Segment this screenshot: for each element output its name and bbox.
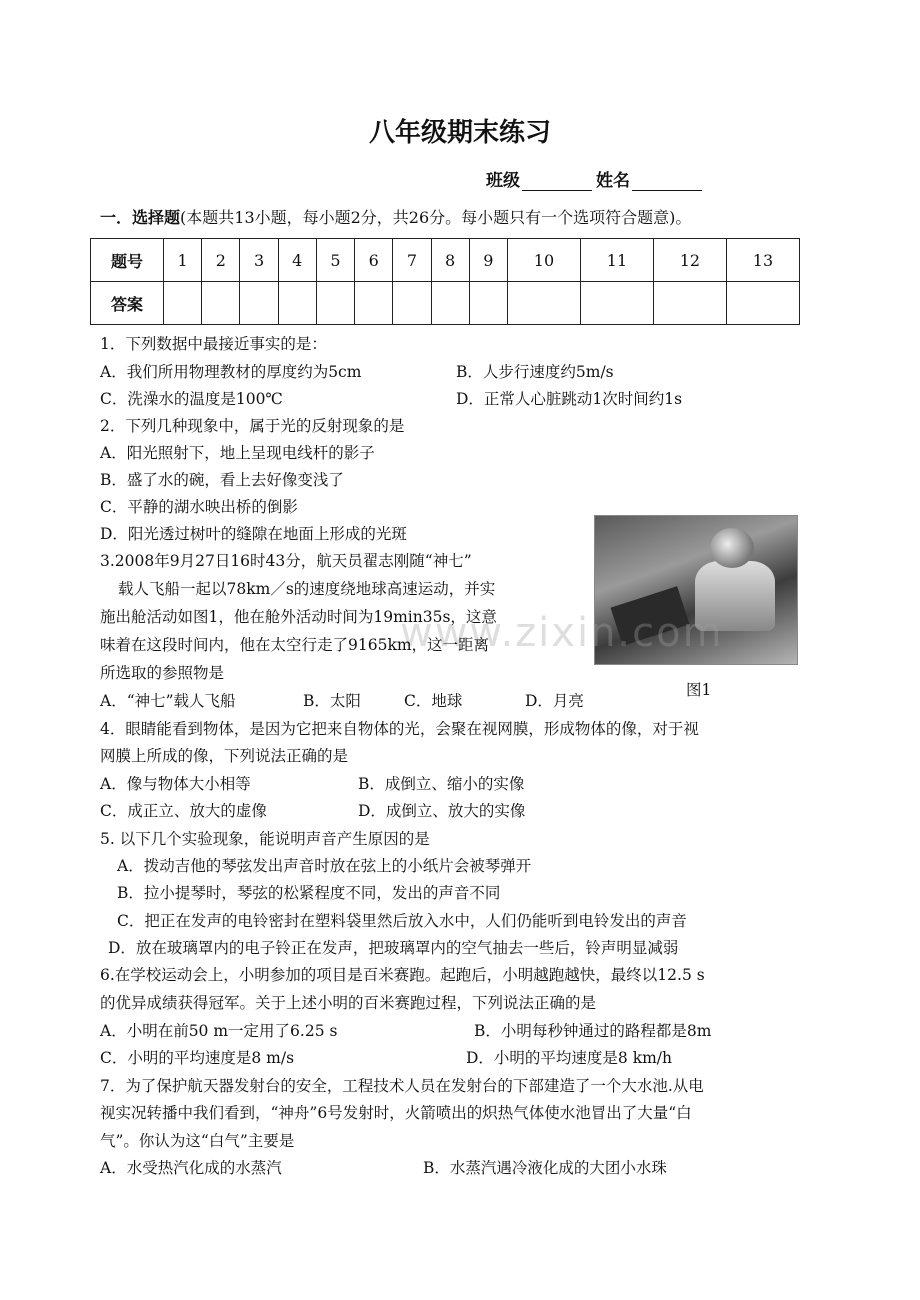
option-3d: D．月亮 (525, 692, 584, 710)
question-3: 3.2008年9月27日16时43分，航天员翟志刚随“神七” (100, 552, 472, 570)
answer-cell[interactable] (507, 282, 580, 325)
answer-cell[interactable] (316, 282, 354, 325)
option-4b: B．成倒立、缩小的实像 (358, 775, 525, 793)
question-number-cell: 2 (202, 239, 240, 282)
option-3b: B．太阳 (303, 692, 361, 710)
question-number-cell: 1 (164, 239, 202, 282)
question-6-cont: 的优异成绩获得冠军。关于上述小明的百米赛跑过程，下列说法正确的是 (100, 994, 597, 1012)
question-5: 5. 以下几个实验现象，能说明声音产生原因的是 (100, 830, 430, 848)
question-6: 6.在学校运动会上，小明参加的项目是百米赛跑。起跑后，小明越跑越快，最终以12.5 s (100, 966, 705, 984)
option-4d: D．成倒立、放大的实像 (358, 802, 526, 820)
class-blank (522, 172, 592, 191)
answer-cell[interactable] (469, 282, 507, 325)
section-heading (100, 205, 691, 228)
name-blank (632, 172, 702, 191)
question-4-cont: 网膜上所成的像，下列说法正确的是 (100, 747, 349, 765)
question-7-cont: 视实况转播中我们看到，“神舟”6号发射时，火箭喷出的炽热气体使水池冒出了大量“白 (100, 1104, 692, 1122)
option-5c: C．把正在发声的电铃密封在塑料袋里然后放入水中，人们仍能听到电铃发出的声音 (117, 912, 687, 930)
question-number-cell: 7 (393, 239, 431, 282)
question-number-cell: 12 (653, 239, 726, 282)
question-2: 2．下列几种现象中，属于光的反射现象的是 (100, 417, 405, 435)
question-3-cont: 载人飞船一起以78km／s的速度绕地球高速运动，并实 (118, 580, 496, 598)
option-2c: C．平静的湖水映出桥的倒影 (100, 498, 298, 516)
option-1b: B．人步行速度约5m/s (456, 363, 614, 381)
option-4a: A．像与物体大小相等 (100, 775, 251, 793)
option-5a: A．拨动吉他的琴弦发出声音时放在弦上的小纸片会被琴弹开 (117, 857, 532, 875)
option-3a: A．“神七”载人飞船 (100, 692, 236, 710)
question-number-cell: 4 (278, 239, 316, 282)
answer-header: 答案 (91, 282, 164, 325)
section-note: (本题共13小题，每小题2分，共26分。每小题只有一个选项符合题意)。 (180, 208, 692, 227)
question-3-cont: 味着在这段时间内，他在太空行走了9165km，这一距离 (100, 636, 490, 654)
option-4c: C．成正立、放大的虚像 (100, 802, 267, 820)
name-label: 姓名 (596, 171, 630, 191)
question-number-cell: 13 (726, 239, 799, 282)
section-title: 一．选择题 (100, 208, 181, 227)
option-2a: A．阳光照射下，地上呈现电线杆的影子 (100, 444, 375, 462)
figure-caption: 图1 (686, 681, 712, 699)
question-number-cell: 11 (580, 239, 653, 282)
option-1c: C．洗澡水的温度是100℃ (100, 390, 283, 408)
option-1d: D．正常人心脏跳动1次时间约1s (456, 390, 683, 408)
option-2b: B．盛了水的碗，看上去好像变浅了 (100, 471, 344, 489)
answer-cell[interactable] (726, 282, 799, 325)
question-4: 4．眼睛能看到物体，是因为它把来自物体的光，会聚在视网膜，形成物体的像，对于视 (100, 720, 699, 738)
answer-cell[interactable] (431, 282, 469, 325)
question-number-cell: 10 (507, 239, 580, 282)
question-number-cell: 3 (240, 239, 278, 282)
option-2d: D．阳光透过树叶的缝隙在地面上形成的光斑 (100, 525, 407, 543)
option-3c: C．地球 (404, 692, 463, 710)
question-number-cell: 5 (316, 239, 354, 282)
class-name-line (486, 166, 706, 191)
option-6d: D．小明的平均速度是8 km/h (466, 1049, 673, 1067)
question-number-cell: 8 (431, 239, 469, 282)
option-5d: D．放在玻璃罩内的电子铃正在发声，把玻璃罩内的空气抽去一些后，铃声明显减弱 (108, 939, 679, 957)
table-row (91, 239, 800, 282)
question-number-cell: 9 (469, 239, 507, 282)
option-6b: B．小明每秒钟通过的路程都是8m (474, 1022, 712, 1040)
class-label: 班级 (486, 171, 520, 191)
answer-cell[interactable] (580, 282, 653, 325)
option-5b: B．拉小提琴时，琴弦的松紧程度不同，发出的声音不同 (117, 884, 501, 902)
table-row (91, 282, 800, 325)
option-6c: C．小明的平均速度是8 m/s (100, 1049, 295, 1067)
question-3-cont: 施出舱活动如图1，他在舱外活动时间为19min35s，这意 (100, 608, 497, 626)
question-7: 7．为了保护航天器发射台的安全，工程技术人员在发射台的下部建造了一个大水池.从电 (100, 1077, 704, 1095)
question-3-cont: 所选取的参照物是 (100, 664, 225, 682)
answer-cell[interactable] (240, 282, 278, 325)
answer-cell[interactable] (164, 282, 202, 325)
question-1: 1．下列数据中最接近事实的是： (100, 335, 327, 353)
option-1a: A．我们所用物理教材的厚度约为5cm (100, 363, 362, 381)
answer-cell[interactable] (202, 282, 240, 325)
answer-cell[interactable] (355, 282, 393, 325)
answer-cell[interactable] (278, 282, 316, 325)
page-title: 八年级期末练习 (368, 118, 551, 148)
question-7-cont: 气”。你认为这“白气”主要是 (100, 1132, 295, 1150)
photo-helmet-shape (710, 528, 754, 568)
option-7a: A．水受热汽化成的水蒸汽 (100, 1159, 282, 1177)
watermark: www.zixin.com (400, 610, 724, 656)
answer-cell[interactable] (393, 282, 431, 325)
answer-cell[interactable] (653, 282, 726, 325)
question-number-header: 题号 (91, 239, 164, 282)
option-7b: B．水蒸汽遇冷液化成的大团小水珠 (423, 1159, 667, 1177)
option-6a: A．小明在前50 m一定用了6.25 s (100, 1022, 338, 1040)
question-number-cell: 6 (355, 239, 393, 282)
answer-table (90, 238, 800, 325)
